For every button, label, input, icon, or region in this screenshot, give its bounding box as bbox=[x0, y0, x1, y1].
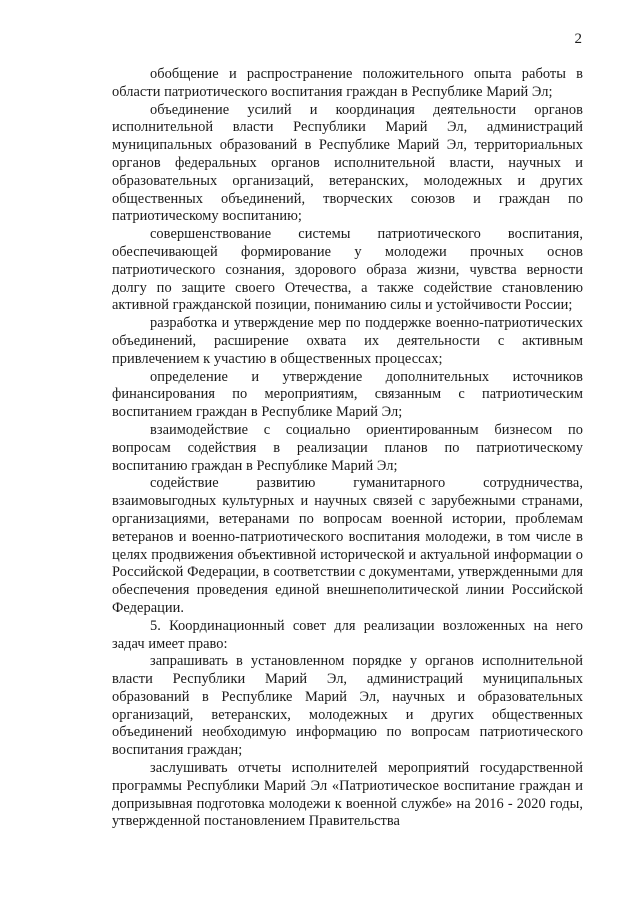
paragraph-support-measures: разработка и утверждение мер по поддержке военно-патриотических объединений, расширение охвата их деятельности с активным привлечением к участию в общественных процессах; bbox=[112, 315, 583, 367]
paragraph-council-rights-heading: 5. Координационный совет для реализации возложенных на него задач имеет право: bbox=[112, 617, 583, 652]
paragraph-experience-sharing: обобщение и распространение положительного опыта работы в области патриотического воспитания граждан в Республике Марий Эл; bbox=[112, 66, 583, 100]
paragraph-information-requests: запрашивать в установленном порядке у органов исполнительной власти Республики Марий Эл, администраций муниципальных образований в Республике Марий Эл, научных и образовательных организаций, ветеранских, молодежных и других общественных объединений необходимую информацию по вопросам патриотического воспитания граждан; bbox=[112, 653, 583, 759]
paragraph-international-cooperation: содействие развитию гуманитарного сотрудничества, взаимовыгодных культурных и научных связей с зарубежными странами, организациями, ветеранами по вопросам военной истории, проблемам ветеранов и военно-патриотического воспитания молодежи, в том числе в целях продвижения объективной исторической и актуальной информации о Российской Федерации, в соответствии с документами, утвержденными для обеспечения проведения единой внешнеполитической линии Российской Федерации. bbox=[112, 475, 583, 616]
document-body bbox=[112, 66, 583, 831]
paragraph-funding-sources: определение и утверждение дополнительных источников финансирования по мероприятиям, связанным с патриотическим воспитанием граждан в Республике Марий Эл; bbox=[112, 368, 583, 421]
paragraph-business-interaction: взаимодействие с социально ориентированным бизнесом по вопросам содействия в реализации планов по патриотическому воспитанию граждан в Республике Марий Эл; bbox=[112, 421, 583, 474]
paragraph-coordination: объединение усилий и координация деятельности органов исполнительной власти Республики Марий Эл, администраций муниципальных образований в Республике Марий Эл, территориальных органов федеральных органов исполнительной власти, научных и образовательных организаций, ветеранских, молодежных и других общественных объединений, творческих союзов и граждан по патриотическому воспитанию; bbox=[112, 101, 583, 225]
paragraph-hearing-reports: заслушивать отчеты исполнителей мероприятий государственной программы Республики Марий Эл «Патриотическое воспитание граждан и допризывная подготовка молодежи к военной службе» на 2016 - 2020 годы, утвержденной постановлением Правительства bbox=[112, 760, 583, 830]
page-number: 2 bbox=[574, 31, 582, 47]
paragraph-system-improvement: совершенствование системы патриотического воспитания, обеспечивающей формирование у молодежи прочных основ патриотического сознания, здорового образа жизни, чувства верности долгу по защите своего Отечества, а также содействие становлению активной гражданской позиции, пониманию силы и устойчивости России; bbox=[112, 226, 583, 314]
